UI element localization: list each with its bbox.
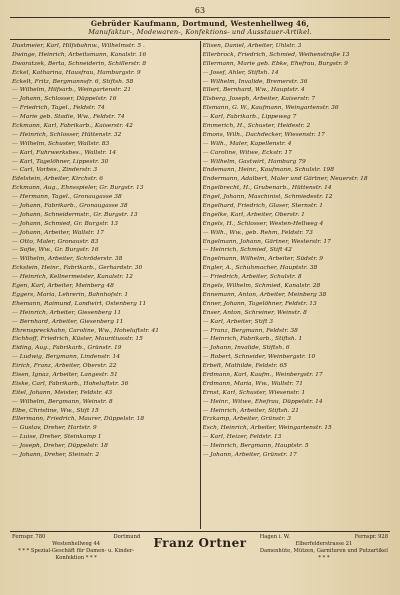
footer-left-address: Westenhellweg 44	[52, 541, 101, 547]
directory-entry: Eiding, Aug., Fabrikarb., Grünstr. 19	[12, 345, 122, 352]
footer-right-address: Elberfelderstrasse 21	[295, 541, 353, 547]
directory-entry: — Marie geb. Stadie, Ww., Feldstr. 74	[12, 114, 125, 121]
directory-entry: — Friedrich, Tagel., Feldstr. 74	[12, 105, 105, 112]
directory-entry: — Johann, Arbeiter, Wallstr. 17	[12, 229, 104, 236]
directory-entry: — Heinrich, Arbeiter, Stiftsh. 21	[202, 407, 299, 414]
directory-entry: Engelke, Karl, Arbeiter, Oberstr. 1	[202, 211, 305, 218]
directory-entry: — Caroline, Witwe, Eckstr. 17	[202, 149, 292, 156]
directory-entry: — Johann, Schmied, Gr. Burgstr. 13	[12, 220, 119, 227]
directory-entry: Erzkamp, Arbeiter, Grünstr. 3	[202, 416, 292, 423]
directory-entry: — Heinr., Witwe, Ehefrau, Düppelstr. 14	[202, 398, 323, 405]
footer-left	[10, 532, 142, 561]
directory-entry: — Karl, Arbeiter, Stift 3	[202, 318, 274, 325]
directory-entry: Eckel, Katharina, Hausfrau, Hamburgstr. 9	[12, 69, 141, 76]
right-column	[201, 41, 391, 529]
ad-header-subtitle: Manufaktur-, Modewaren-, Konfektions- und Ausstauer-Artikel.	[88, 28, 312, 36]
entry-columns	[10, 41, 390, 529]
footer-right-phone: Fernspr. 928	[354, 534, 389, 540]
directory-entry: — Johann, Arbeiter, Grünstr. 17	[202, 451, 297, 458]
header-rule	[10, 39, 390, 40]
directory-entry: Dustmeier, Karl, Hilfsbahnw., Wilhelmstr. 5 .	[12, 43, 145, 49]
directory-entry: — Wilhelm, Gastwirt, Hamburg 79	[202, 158, 306, 165]
directory-entry: — Heinrich, Bergmann, Hauptstr. 5	[202, 443, 309, 450]
directory-entry: — Wilhelm, Schuster, Wallstr. 83	[12, 140, 110, 147]
directory-entry: — Otto, Maler, Gronaustr. 83	[12, 238, 99, 245]
directory-entry: — Josef, Ahler, Stiftsh. 14	[202, 69, 279, 76]
directory-entry: Elisen, Daniel, Arbeiter, Uhlstr. 3	[202, 43, 302, 49]
footer-company-name: Franz Ortner	[153, 536, 247, 550]
directory-entry: Ellert, Bernhard, Ww., Hauptstr. 4	[202, 87, 305, 94]
directory-entry: — Karl, Fabrikarb., Lippeweg 7	[202, 114, 297, 121]
directory-entry: — Luise, Dreher, Steinkamp 1	[12, 434, 102, 441]
directory-entry: — Heinrich, Arbeiter, Giesenberg 11	[12, 309, 122, 316]
directory-entry: — Friedrich, Arbeiter, Schulstr. 8	[202, 274, 302, 281]
directory-entry: Emmerich, H., Schuster, Heidestr. 2	[202, 123, 311, 130]
directory-entry: Esch, Heinrich, Arbeiter, Weingartenstr. 15	[202, 425, 332, 432]
directory-entry: Elsberg, Joseph, Arbeiter, Kaiserstr. 7	[202, 96, 316, 103]
directory-entry: Eichhoff, Friedrich, Küster, Mauritiusstr. 15	[12, 336, 143, 343]
directory-entry: — Heinrich, Schlosser, Hüttenstr. 32	[12, 131, 122, 138]
directory-entry: Endemann, Heinr., Kaufmann, Schulstr. 198	[202, 167, 335, 174]
directory-entry: — Heinrich, Schmied, Stift 42	[202, 247, 292, 254]
directory-entry: — Wilh., Ww., geb. Rehm, Feldstr. 73	[202, 229, 313, 236]
directory-entry: — Wilhelm, Invalide, Bremerstr. 36	[202, 78, 308, 85]
directory-entry: Eckmann, Aug., Ehnsspieler, Gr. Burgstr. 13	[12, 185, 144, 192]
directory-entry: — Robert, Schneider, Weinbergstr. 10	[202, 354, 316, 361]
directory-entry: Emons, Wilh., Dachdecker, Wiesenstr. 17	[202, 131, 325, 138]
directory-entry: Eisen, Ignaz, Arbeiter, Langestr. 51	[12, 371, 118, 378]
directory-entry: Eggers, Maria, Lehrerin, Bahnhofstr. 1	[12, 291, 129, 298]
directory-entry: Eirich, Franz, Arbeiter, Oberstr. 22	[12, 363, 117, 370]
page-number: 63	[194, 6, 206, 15]
directory-entry: — Karl, Heizer, Feldstr. 13	[202, 434, 282, 441]
directory-entry: Edelstein, Arbeiter, Kirchstr. 6	[12, 176, 103, 183]
directory-entry: Engels, H., Schlosser, Westen-Hellweg 4	[202, 220, 324, 227]
footer-ad	[10, 531, 390, 561]
directory-entry: — Johann, Schneidermstr., Gr. Burgstr. 13	[12, 211, 138, 218]
directory-entry: Enser, Anton, Schreiner, Weinstr. 8	[202, 309, 307, 316]
directory-entry: — Wilh., Maler, Kapellenstr. 4	[202, 140, 292, 147]
directory-entry: Eckmann, Karl, Fabrikarb., Kaiserstr. 42	[12, 123, 133, 130]
directory-entry: — Wilhelm, Bergmann, Weinstr. 8	[12, 398, 113, 405]
directory-entry: — Bernhard, Arbeiter, Giesenberg 11	[12, 318, 124, 325]
directory-entry: Ehemann, Raimund, Landwirt, Ostenberg 11	[12, 300, 147, 307]
directory-entry: — Wilhelm, Arbeiter, Schröderstr. 38	[12, 256, 123, 263]
footer-right-city: Hagen i. W.	[259, 534, 290, 540]
directory-entry: Engelmann, Johann, Gärtner, Westerstr. 17	[202, 238, 331, 245]
footer-left-tagline: * * * Spezial-Geschäft für Damen- u. Kinder-Konfektion * * *	[18, 548, 135, 561]
directory-entry: Ellerbrock, Friedrich, Schmied, Weihenstraße 13	[202, 51, 350, 58]
directory-entry: — Carl, Vorbes., Zinderstr. 3	[12, 167, 98, 174]
directory-entry: — Heinrich, Kellnermeister, Kanalstr. 12	[12, 274, 133, 281]
footer-left-city: Dortmund	[113, 534, 141, 540]
directory-entry: Engelhard, Friedrich, Glaser, Sternstr. 1	[202, 203, 324, 210]
directory-entry: Erdmann, Maria, Ww., Wallstr. 71	[202, 380, 303, 387]
footer-right	[258, 532, 390, 561]
directory-entry: — Johann, Invalide, Stiftsh. 6	[202, 345, 290, 352]
directory-entry: — Karl, Tagelöhner, Lippestr. 30	[12, 158, 109, 165]
directory-entry: — Karl, Fuhrwerksbes., Wallstr. 14	[12, 149, 117, 156]
directory-entry: — Johann, Dreher, Steinstr. 2	[12, 451, 100, 458]
footer-right-tagline: Damenhüte, Mützen, Garnituren und Putzartikel * * *	[259, 548, 388, 561]
ad-header	[10, 19, 390, 37]
directory-entry: — Franz, Bergmann, Feldstr. 38	[202, 327, 298, 334]
ad-header-title: Gebrüder Kaufmann, Dortmund, Westenhellweg 46,	[90, 19, 310, 28]
directory-entry: — Heinrich, Fabrikarb., Stiftsh. 1	[202, 336, 303, 343]
directory-entry: — Johann, Fabrikarb., Gronaugasse 38	[12, 203, 128, 210]
footer-left-phone: Fernspr. 780	[12, 534, 46, 540]
directory-entry: Dwinge, Heinrich, Arbeitsmann, Kanalstr. 16	[12, 51, 147, 58]
directory-entry: — Wilhelm, Hilfsarb., Weingartenstr. 21	[12, 87, 132, 94]
directory-entry: Ehrenspreckhahn, Caroline, Ww., Hoheluftstr. 41	[12, 327, 159, 334]
directory-entry: Ernst, Karl, Schuster, Wiesenstr. 1	[202, 389, 306, 396]
directory-entry: Erdmann, Karl, Kaufm., Weinbergstr. 17	[202, 371, 323, 378]
directory-entry: Dworatzek, Berta, Schneiderin, Schillerstr. 8	[12, 60, 147, 67]
directory-entry: Elbe, Christine, Ww., Stift 15	[12, 407, 99, 414]
directory-entry: Eckstein, Heinr., Fabrikarb., Gerhardstr. 30	[12, 265, 143, 272]
directory-entry: Elsmann, G. W., Kaufmann, Weingartenstr. 36	[202, 105, 339, 112]
directory-entry: — Gustav, Dreher, Hartstr. 9	[12, 425, 97, 432]
directory-entry: Eckelt, Fritz, Bergmannsfr. 6, Stiftsh. 58	[12, 78, 134, 85]
directory-entry: Engler, A., Schuhmacher, Hauptstr. 38	[202, 265, 318, 272]
directory-entry: — Ludwig, Bergmann, Lindenstr. 14	[12, 354, 120, 361]
directory-entry: Engels, Wilhelm, Schmied, Kanalstr. 28	[202, 283, 321, 290]
directory-entry: — Johann, Schlosser, Düppelstr. 16	[12, 96, 117, 103]
top-rule	[10, 17, 390, 18]
directory-entry: Ellermann, Marie geb. Ebke, Ehefrau, Burgstr. 9	[202, 60, 348, 67]
directory-entry: Ellermann, Friedrich, Maurer, Düppelstr. 18	[12, 416, 145, 423]
directory-entry: Engel, Johann, Maschinist, Schmiedestr. 12	[202, 194, 333, 201]
directory-entry: — Joseph, Dreher, Düppelstr. 18	[12, 443, 108, 450]
left-column	[10, 41, 201, 529]
directory-entry: Engelmann, Wilhelm, Arbeiter, Südstr. 9	[202, 256, 324, 263]
directory-entry: Engelbrecht, H., Grubenarb., Hüttenstr. 14	[202, 185, 332, 192]
directory-entry: — Hermann, Tagel., Gronaugasse 38	[12, 194, 122, 201]
directory-entry: Erbelt, Mathilde, Feldstr. 65	[202, 363, 288, 370]
directory-entry: Eitel, Johann, Meister, Feldstr. 43	[12, 389, 113, 396]
directory-entry: Endermann, Adalbert, Maler und Gärtner, Neuerstr. 18	[202, 176, 368, 183]
directory-entry: Enner, Johann, Tagelöhner, Feldstr. 13	[202, 300, 317, 307]
directory-entry: Ennemann, Anton, Arbeiter, Meinberg 38	[202, 291, 327, 298]
directory-entry: Eiske, Carl, Fabrikarb., Hoheluftstr. 36	[12, 380, 129, 387]
directory-entry: — Sofie, Ww., Gr. Burgstr. 16	[12, 247, 99, 254]
directory-entry: Egen, Karl, Arbeiter, Meinberg 48	[12, 283, 114, 290]
